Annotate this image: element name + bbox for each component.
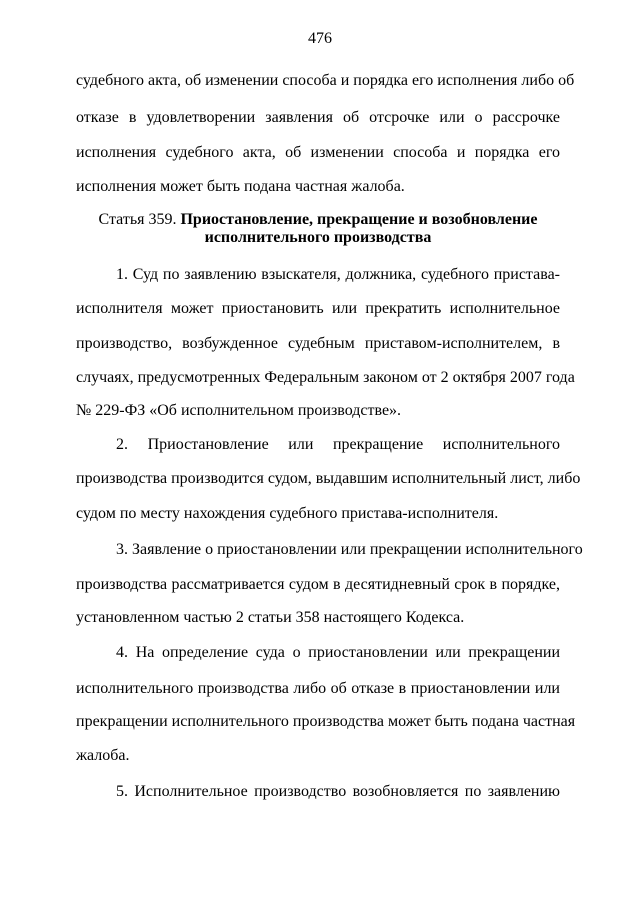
article-title-line1: Приостановление, прекращение и возобновление: [180, 211, 538, 228]
paragraph-line: 3. Заявление о приостановлении или прекращении исполнительного: [116, 541, 583, 558]
paragraph-line: № 229-ФЗ «Об исполнительном производстве».: [76, 402, 402, 419]
article-prefix: Статья 359.: [98, 211, 181, 228]
paragraph-line: отказе в удовлетворении заявления об отсрочке или о рассрочке: [76, 109, 560, 126]
paragraph-line: судебного акта, об изменении способа и порядка его исполнения либо об: [76, 72, 575, 89]
paragraph-line: исполнения может быть подана частная жалоба.: [76, 178, 405, 195]
paragraph-line: судом по месту нахождения судебного пристава-исполнителя.: [76, 505, 499, 522]
paragraph-line: производство, возбужденное судебным приставом-исполнителем, в: [76, 335, 560, 352]
paragraph-line: установленном частью 2 статьи 358 настоящего Кодекса.: [76, 609, 465, 626]
paragraph-line: 2. Приостановление или прекращение исполнительного: [116, 436, 560, 453]
paragraph-line: 1. Суд по заявлению взыскателя, должника, судебного пристава-: [116, 266, 560, 283]
paragraph-line: исполнения судебного акта, об изменении способа и порядка его: [76, 144, 560, 161]
paragraph-line: 4. На определение суда о приостановлении или прекращении: [116, 644, 560, 661]
article-heading-line2: [76, 229, 560, 247]
paragraph-line: исполнителя может приостановить или прекратить исполнительное: [76, 300, 560, 317]
paragraph-line: производства производится судом, выдавшим исполнительный лист, либо: [76, 470, 581, 487]
paragraph-line: жалоба.: [76, 747, 130, 764]
page-number: 476: [308, 30, 332, 47]
paragraph-line: исполнительного производства либо об отказе в приостановлении или: [76, 680, 560, 697]
paragraph-line: производства рассматривается судом в десятидневный срок в порядке,: [76, 576, 560, 593]
article-title-line2: исполнительного производства: [204, 229, 432, 246]
paragraph-line: случаях, предусмотренных Федеральным законом от 2 октября 2007 года: [76, 369, 575, 386]
article-heading: [76, 211, 560, 229]
paragraph-line: 5. Исполнительное производство возобновляется по заявлению: [116, 783, 560, 800]
paragraph-line: прекращении исполнительного производства может быть подана частная: [76, 713, 576, 730]
